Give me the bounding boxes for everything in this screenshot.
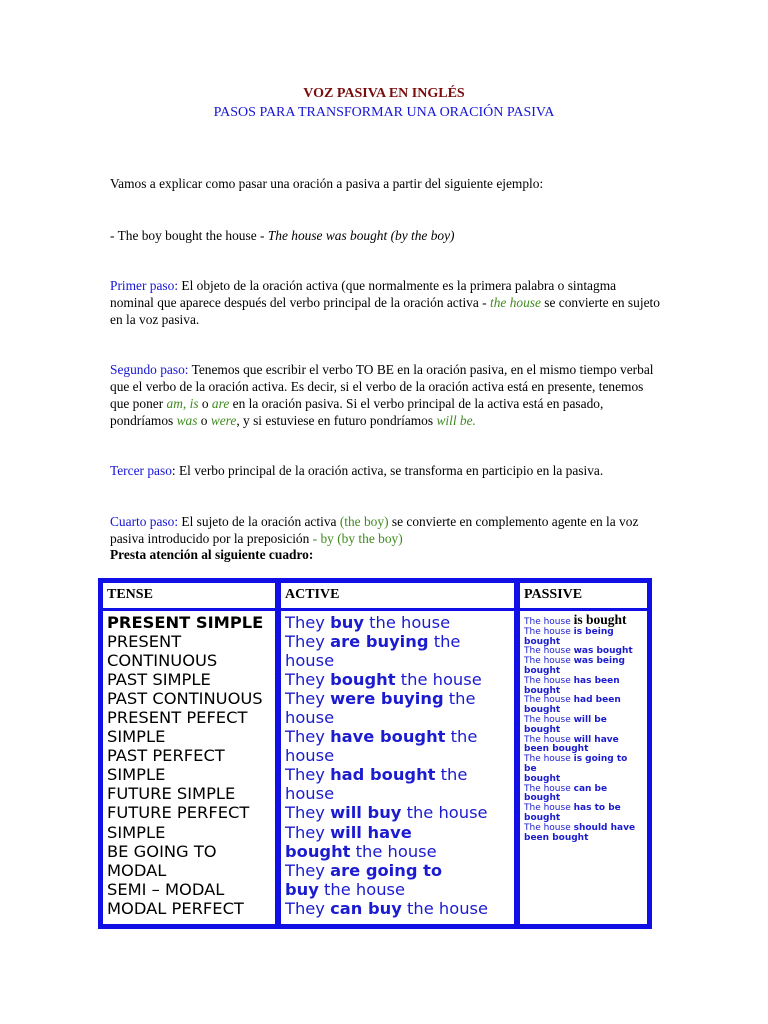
document-title: VOZ PASIVA EN INGLÉS bbox=[303, 86, 465, 101]
active-line-pre: They bbox=[285, 632, 331, 652]
tense-line: PAST CONTINUOUS bbox=[107, 689, 263, 709]
active-line-post: the bbox=[435, 765, 468, 785]
passive-line-pre: The house bbox=[524, 675, 574, 686]
tense-line: PAST PERFECT bbox=[107, 746, 225, 766]
table-intro-note: Presta atención al siguiente cuadro: bbox=[110, 547, 314, 562]
passive-line-verb: bought bbox=[524, 685, 561, 696]
active-line-verb: buy bbox=[330, 613, 364, 632]
tense-line: PRESENT SIMPLE bbox=[107, 613, 264, 632]
step-fourth-h1: (the boy) bbox=[339, 514, 389, 529]
tense-line: PRESENT bbox=[107, 632, 182, 652]
passive-line-pre: The house bbox=[524, 783, 574, 794]
passive-line-verb: been bought bbox=[524, 832, 589, 843]
active-line-post: the house bbox=[350, 841, 437, 861]
passive-line-verb: will be bbox=[573, 714, 607, 725]
step-second-o1: o bbox=[198, 396, 212, 411]
active-line-verb: are going to bbox=[330, 860, 443, 880]
example-sentence bbox=[110, 227, 662, 244]
active-line bbox=[285, 651, 510, 670]
active-line-pre: They bbox=[285, 898, 331, 918]
step-first-text-b: se convierte en sujeto en la voz pasiva. bbox=[110, 295, 660, 327]
active-line-verb: will have bbox=[330, 822, 412, 842]
active-line-pre: They bbox=[285, 765, 331, 785]
step-first-highlight: the house bbox=[489, 295, 541, 310]
passive-line-pre: The house bbox=[524, 626, 574, 637]
active-line-verb: were buying bbox=[330, 689, 444, 709]
passive-line-verb: bought bbox=[524, 705, 561, 716]
active-list bbox=[285, 613, 510, 918]
active-line bbox=[285, 708, 510, 727]
passive-line-verb: had been bbox=[573, 695, 621, 706]
active-line bbox=[285, 899, 510, 918]
passive-line-verb: is going to be bbox=[524, 754, 628, 774]
active-line-post: the house bbox=[401, 898, 489, 918]
tense-line: CONTINUOUS bbox=[107, 651, 218, 671]
step-fourth-label: Cuarto paso: bbox=[110, 514, 179, 529]
passive-line-verb: is bought bbox=[573, 612, 627, 627]
active-line-pre: house bbox=[285, 784, 335, 804]
passive-line-verb: bought bbox=[524, 665, 561, 676]
step-first-paragraph bbox=[110, 277, 662, 328]
step-fourth-text-a: El sujeto de la oración activa bbox=[178, 514, 340, 529]
intro-paragraph: Vamos a explicar como pasar una oración a pasiva a partir del siguiente ejemplo: bbox=[110, 176, 544, 191]
passive-list bbox=[524, 612, 643, 843]
active-line-post: the house bbox=[395, 670, 482, 690]
tense-line: SIMPLE bbox=[107, 727, 166, 747]
active-line bbox=[285, 746, 510, 765]
passive-line-verb: bought bbox=[524, 724, 561, 735]
active-line bbox=[285, 727, 510, 746]
tense-line: PAST SIMPLE bbox=[107, 670, 211, 690]
active-line bbox=[285, 823, 510, 842]
active-line-verb: bought bbox=[330, 670, 396, 690]
active-line bbox=[285, 613, 510, 632]
active-line-verb: bought bbox=[285, 841, 351, 861]
step-fourth-h2: - by (by the boy) bbox=[312, 531, 403, 546]
passive-line-pre: The house bbox=[524, 822, 574, 833]
active-line-pre: They bbox=[285, 860, 331, 880]
passive-line-verb: bought bbox=[524, 773, 561, 784]
passive-line-verb: bought bbox=[524, 636, 561, 647]
active-line-post: the house bbox=[401, 803, 488, 823]
tense-line: MODAL bbox=[107, 860, 167, 880]
passive-line-verb: been bought bbox=[524, 744, 589, 755]
passive-line-verb: can be bbox=[573, 783, 608, 794]
step-second-o2: o bbox=[197, 413, 211, 428]
example-passive: The house was bought (by the boy) bbox=[267, 228, 455, 243]
passive-line-pre: The house bbox=[524, 714, 574, 725]
active-line bbox=[285, 632, 510, 651]
passive-line-verb: was bought bbox=[573, 646, 633, 657]
table-header-tense: TENSE bbox=[103, 583, 275, 608]
active-line-verb: have bought bbox=[330, 727, 446, 747]
active-line-pre: house bbox=[285, 651, 335, 671]
step-second-h1: am, is bbox=[166, 396, 199, 411]
active-line-verb: had bought bbox=[330, 765, 436, 785]
active-line-post: the bbox=[428, 632, 461, 652]
step-fourth-paragraph bbox=[110, 513, 662, 547]
active-line-post: the bbox=[445, 727, 478, 747]
table-header-passive: PASSIVE bbox=[520, 583, 647, 608]
example-active: - The boy bought the house - bbox=[110, 228, 268, 243]
tense-line: BE GOING TO bbox=[107, 841, 217, 861]
step-second-h3: was bbox=[176, 413, 198, 428]
active-line-post: the house bbox=[363, 613, 451, 632]
passive-line-verb: bought bbox=[524, 793, 561, 804]
step-second-h2: are bbox=[211, 396, 230, 411]
step-second-text-c: , y si estuviese en futuro pondríamos bbox=[236, 413, 437, 428]
active-line bbox=[285, 803, 510, 822]
active-line bbox=[285, 765, 510, 784]
active-line-verb: are buying bbox=[330, 632, 429, 652]
step-second-paragraph bbox=[110, 361, 662, 429]
passive-line-pre: The house bbox=[524, 695, 574, 706]
active-line bbox=[285, 670, 510, 689]
active-line-verb: will buy bbox=[330, 803, 402, 823]
passive-line-pre: The house bbox=[524, 734, 574, 745]
passive-line-verb: has been bbox=[573, 675, 620, 686]
active-line-pre: They bbox=[285, 670, 331, 690]
active-line-post: the house bbox=[318, 879, 406, 899]
active-line bbox=[285, 689, 510, 708]
passive-line-verb: will have bbox=[573, 734, 619, 745]
passive-column bbox=[520, 611, 647, 924]
step-second-text-a: Tenemos que escribir el verbo TO BE en la oración pasiva, en el mismo tiempo verbal que el verbo de la oración activa. Es decir, si el verbo de la oración activa está en presente, tenemos que poner bbox=[110, 362, 654, 411]
passive-line-verb: is being bbox=[573, 626, 614, 637]
active-line-pre: They bbox=[285, 727, 331, 747]
active-column bbox=[281, 611, 514, 924]
tense-line: SEMI – MODAL bbox=[107, 879, 225, 899]
step-third-label: Tercer paso bbox=[110, 463, 172, 478]
step-second-h4: were bbox=[210, 413, 237, 428]
passive-line-verb: bought bbox=[524, 812, 561, 823]
step-first-label: Primer paso: bbox=[110, 278, 179, 293]
step-second-h5: will be. bbox=[436, 413, 476, 428]
passive-line-verb: should have bbox=[573, 822, 636, 833]
tense-line: SIMPLE bbox=[107, 822, 166, 842]
active-line-post: the bbox=[443, 689, 476, 709]
tense-line: SIMPLE bbox=[107, 765, 166, 785]
tense-line: MODAL PERFECT bbox=[107, 898, 244, 918]
table-header-active: ACTIVE bbox=[281, 583, 514, 608]
passive-line-pre: The house bbox=[524, 646, 574, 657]
step-third-text: : El verbo principal de la oración activa, se transforma en participio en la pasiva. bbox=[171, 463, 604, 478]
tense-list bbox=[107, 613, 271, 918]
active-line-pre: house bbox=[285, 708, 335, 728]
tense-column bbox=[103, 611, 275, 924]
active-line bbox=[285, 784, 510, 803]
active-line-pre: house bbox=[285, 746, 335, 766]
tense-line: PRESENT PEFECT bbox=[107, 708, 248, 728]
active-line-pre: They bbox=[285, 613, 331, 632]
active-line bbox=[285, 880, 510, 899]
active-line-pre: They bbox=[285, 689, 331, 709]
document-subtitle: PASOS PARA TRANSFORMAR UNA ORACIÓN PASIVA bbox=[213, 105, 555, 120]
step-fourth-text-b: se convierte en complemento agente en la voz pasiva introducido por la preposición bbox=[110, 514, 639, 546]
passive-line-pre: The house bbox=[524, 803, 574, 814]
passive-line bbox=[524, 755, 643, 775]
active-line bbox=[285, 861, 510, 880]
active-line-pre: They bbox=[285, 803, 331, 823]
active-line bbox=[285, 842, 510, 861]
active-line-verb: buy bbox=[285, 879, 319, 899]
active-line-verb: can buy bbox=[330, 898, 402, 918]
passive-line-pre: The house bbox=[524, 617, 574, 627]
active-line-pre: They bbox=[285, 822, 331, 842]
passive-line-pre: The house bbox=[524, 656, 574, 667]
tense-line: FUTURE SIMPLE bbox=[107, 784, 236, 804]
step-third-paragraph bbox=[110, 462, 662, 479]
passive-line-verb: was being bbox=[573, 656, 625, 667]
step-second-text-b: en la oración pasiva. Si el verbo principal de la activa está en pasado, pondríamos bbox=[110, 396, 604, 428]
tense-line: FUTURE PERFECT bbox=[107, 803, 250, 823]
step-second-label: Segundo paso: bbox=[110, 362, 189, 377]
step-first-text-a: El objeto de la oración activa (que normalmente es la primera palabra o sintagma nominal que aparece después del verbo principal de la oración activa - bbox=[110, 278, 617, 310]
passive-line-pre: The house bbox=[524, 754, 574, 765]
tenses-table bbox=[98, 578, 652, 929]
passive-line bbox=[524, 834, 643, 844]
passive-line-verb: has to be bbox=[573, 803, 621, 814]
